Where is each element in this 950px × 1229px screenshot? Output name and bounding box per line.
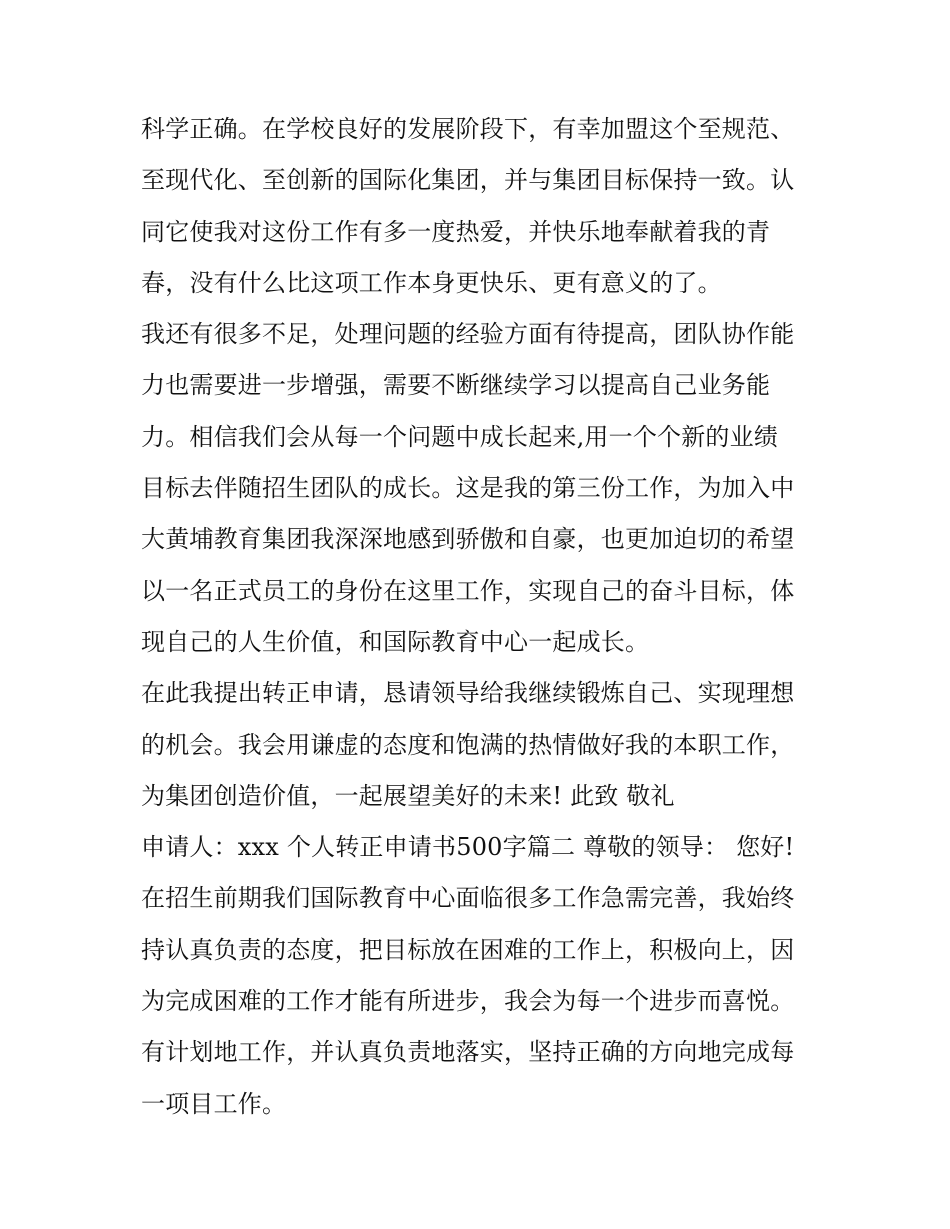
text-line: 在招生前期我们国际教育中心面临很多工作急需完善，我始终 [141,884,795,913]
text-line: 力。相信我们会从每一个问题中成长起来,用一个个新的业绩 [141,422,779,451]
text-line: 现自己的人生价值，和国际教育中心一起成长。 [141,627,650,656]
text-line: 至现代化、至创新的国际化集团，并与集团目标保持一致。认 [141,166,795,195]
text-line: 力也需要进一步增强，需要不断继续学习以提高自己业务能 [141,371,771,400]
text-line: 为完成困难的工作才能有所进步，我会为每一个进步而喜悦。 [141,987,795,1016]
document-body [141,104,821,1130]
text-line: 春，没有什么比这项工作本身更快乐、更有意义的了。 [141,268,722,297]
text-line: 以一名正式员工的身份在这里工作，实现自己的奋斗目标，体 [141,576,795,605]
text-line: 我还有很多不足，处理问题的经验方面有待提高，团队协作能 [141,320,795,349]
text-line: 大黄埔教育集团我深深地感到骄傲和自豪，也更加迫切的希望 [141,525,795,554]
text-line: 同它使我对这份工作有多一度热爱，并快乐地奉献着我的青 [141,217,771,246]
text-line: 的机会。我会用谦虚的态度和饱满的热情做好我的本职工作， [141,730,795,759]
text-line: 申请人：xxx 个人转正申请书500字篇二 尊敬的领导： 您好! [141,833,795,862]
text-line: 为集团创造价值，一起展望美好的未来! 此致 敬礼 [141,781,675,810]
text-line: 科学正确。在学校良好的发展阶段下，有幸加盟这个至规范、 [141,115,795,143]
text-line: 在此我提出转正申请，恳请领导给我继续锻炼自己、实现理想 [141,679,795,708]
text-line: 一项目工作。 [141,1089,287,1118]
text-line: 有计划地工作，并认真负责地落实，坚持正确的方向地完成每 [141,1038,795,1067]
text-line: 持认真负责的态度，把目标放在困难的工作上，积极向上，因 [141,935,795,964]
text-line: 目标去伴随招生团队的成长。这是我的第三份工作，为加入中 [141,474,795,503]
